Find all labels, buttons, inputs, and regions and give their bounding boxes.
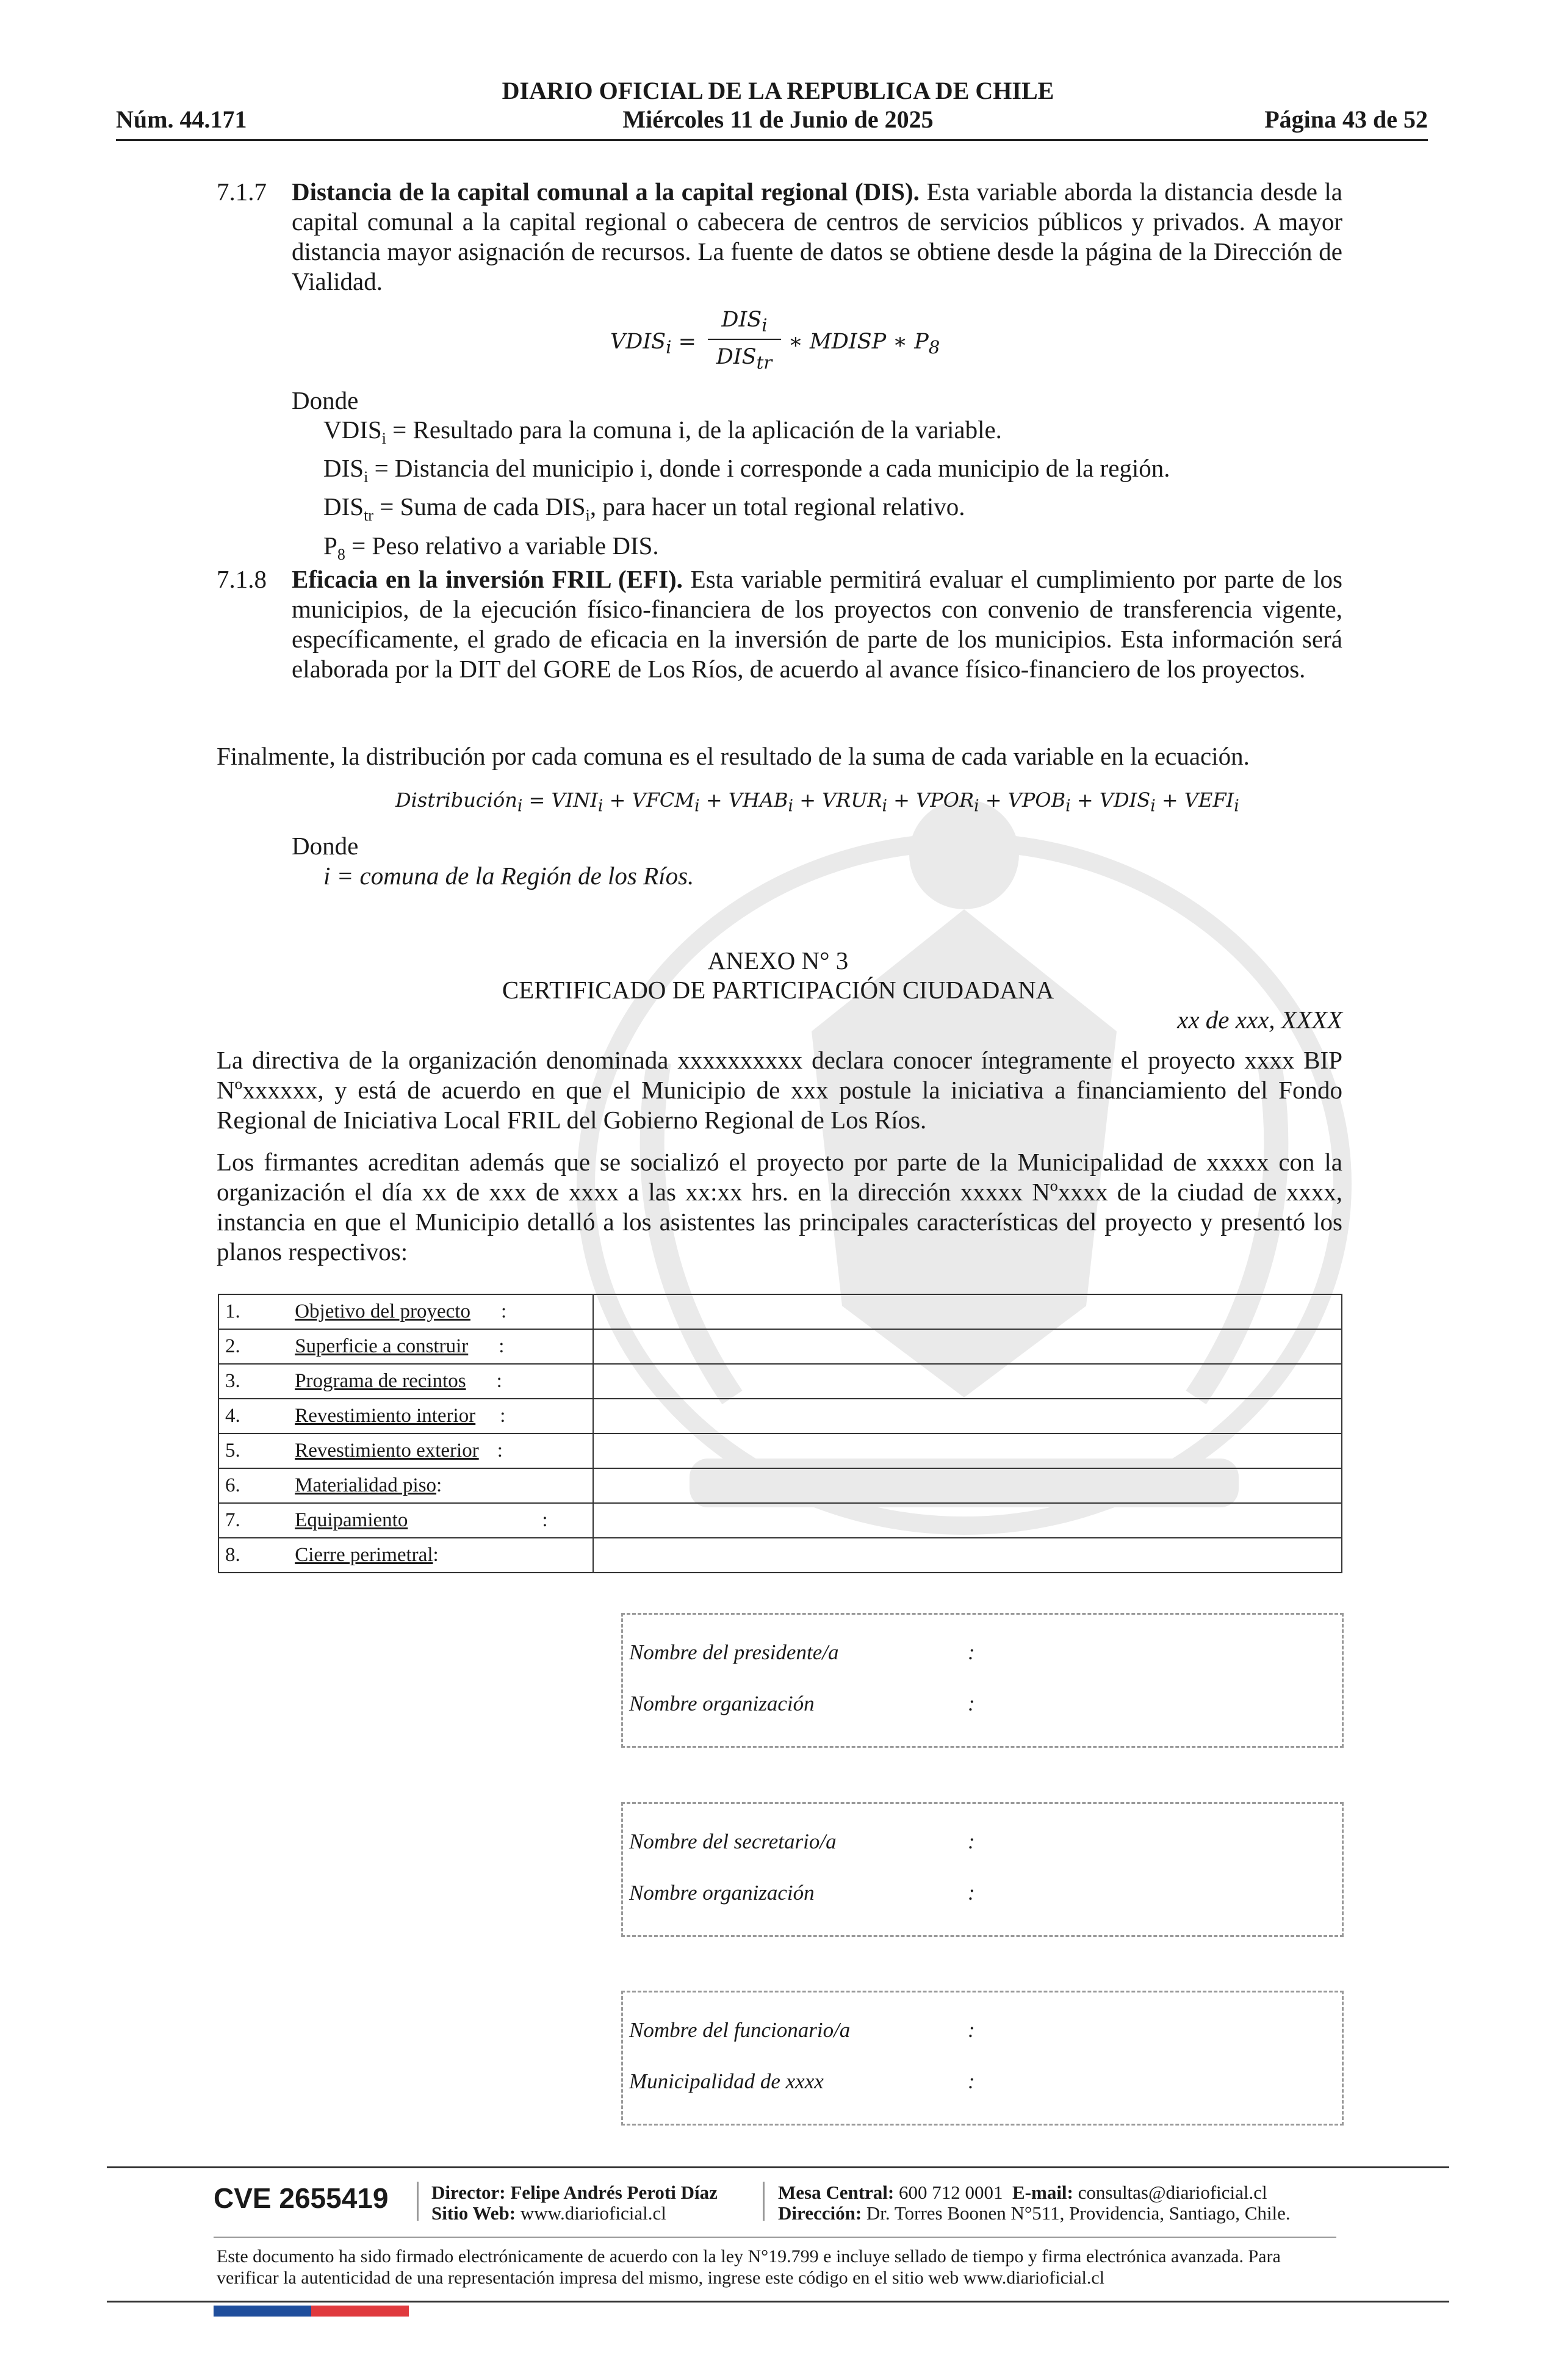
footer-divider [107,2301,1449,2302]
item-value-cell[interactable] [593,1329,1342,1364]
section-title: Eficacia en la inversión FRIL (EFI). [292,565,683,593]
annex-paragraph-1: La directiva de la organización denominada xxxxxxxxxx declara conocer íntegramente el proyecto xxxx BIP Nºxxxxxx, y está de acuerdo en que el Municipio de xxx postule la iniciativa a financiamiento del Fondo Regional de Iniciativa Local FRIL del Gobierno Regional de Los Ríos. [217,1046,1342,1134]
annex-title: ANEXO N° 3 [707,947,849,975]
cve-code: CVE 2655419 [214,2182,389,2214]
donde-label: Donde [292,832,359,860]
table-row: 8. Cierre perimetral: [218,1538,1342,1573]
email-link[interactable]: consultas@diarioficial.cl [1078,2182,1267,2203]
item-value-cell[interactable] [593,1468,1342,1503]
definition-item: $P_8$ = Peso relativo a variable DIS. [323,531,659,563]
footer-separator [417,2182,419,2221]
section-717-paragraph [292,177,1342,297]
table-row: 1. Objetivo del proyecto : [218,1294,1342,1329]
section-text: Esta variable permitirá evaluar el cumplimiento por parte de los municipios, de la ejecución físico-financiera de los proyectos con convenio de transferencia vigente, específicamente, el grado de eficacia en la inversión de parte de los municipios. Esta información será elaborada por la DIT del GORE de Los Ríos, de acuerdo al avance físico-financiero de los proyectos. [292,565,1343,683]
definition-item: $VDIS_i$ = Resultado para la comuna i, de la aplicación de la variable. [323,416,1002,448]
publication-date: Miércoles 11 de Junio de 2025 [622,106,934,133]
annex-date: xx de xxx, XXXX [1177,1006,1342,1034]
president-signature-box[interactable]: Nombre del presidente/a : Nombre organización : [621,1613,1344,1748]
contact-info: Mesa Central: 600 712 0001 E-mail: consultas@diarioficial.cl Dirección: Dr. Torres Boonen N°511, Providencia, Santiago, Chile. [778,2182,1291,2224]
distribution-definition: i = comuna de la Región de los Ríos. [323,862,694,890]
footer-divider [107,2166,1449,2168]
footer-separator [763,2182,765,2221]
item-value-cell[interactable] [593,1399,1342,1433]
director-info: Director: Felipe Andrés Peroti Díaz Sitio Web: www.diarioficial.cl [431,2182,718,2224]
section-text: Esta variable aborda la distancia desde la capital comunal a la capital regional o cabecera de centros de servicios públicos y privados. A mayor distancia mayor asignación de recursos. La fuente de datos se obtiene desde la página de la Dirección de Vialidad. [292,178,1343,295]
item-value-cell[interactable] [593,1538,1342,1573]
item-value-cell[interactable] [593,1364,1342,1399]
definition-item: $DIS_i$ = Distancia del municipio i, donde i corresponde a cada municipio de la región. [323,454,1170,486]
secretary-signature-box[interactable]: Nombre del secretario/a : Nombre organización : [621,1802,1344,1937]
signature-notice: Este documento ha sido firmado electrónicamente de acuerdo con la ley N°19.799 e incluye sellado de tiempo y firma electrónica avanzada. Para verificar la autenticidad de una representación impresa del mismo, ingrese este código en el sitio web www.diarioficial.cl [217,2246,1281,2288]
table-row: 7. Equipamiento : [218,1503,1342,1538]
section-number: 7.1.8 [217,565,267,593]
flag-stripe-red [311,2306,409,2317]
section-718-paragraph [292,564,1342,684]
page-number: Página 43 de 52 [1264,106,1428,133]
item-value-cell[interactable] [593,1294,1342,1329]
flag-stripe-blue [214,2306,311,2317]
distribution-formula: Distribución$_i$ = $VINI_i$ + $VFCM_i$ + $VHAB_i$ + $VRUR_i$ + $VPOR_i$ + $VPOB_i$ + $VDIS_i$ + $VEFI_i$ [395,788,1239,816]
project-items-table [218,1294,1342,1573]
table-row: 3. Programa de recintos : [218,1364,1342,1399]
annex-subtitle: CERTIFICADO DE PARTICIPACIÓN CIUDADANA [502,976,1054,1004]
vdis-formula: $VDIS_i$ = $DIS_i$ $DIS_{tr}$ ∗ MDISP ∗ $P_8$ [610,308,940,373]
footer-divider [214,2237,1336,2238]
table-row: 4. Revestimiento interior : [218,1399,1342,1433]
section-number: 7.1.7 [217,178,267,206]
section-title: Distancia de la capital comunal a la capital regional (DIS). [292,178,920,206]
final-paragraph: Finalmente, la distribución por cada comuna es el resultado de la suma de cada variable en la ecuación. [217,742,1250,770]
donde-label: Donde [292,386,359,414]
annex-paragraph-2: Los firmantes acreditan además que se socializó el proyecto por parte de la Municipalidad de xxxxx con la organización el día xx de xxx de xxxx a las xx:xx hrs. en la dirección xxxxx Nºxxxx de la ciudad de xxxx, instancia en que el Municipio detalló a los asistentes las principales características del proyecto y presentó los planos respectivos: [217,1148,1342,1266]
item-value-cell[interactable] [593,1433,1342,1468]
official-signature-box[interactable]: Nombre del funcionario/a : Municipalidad de xxxx : [621,1991,1344,2126]
table-row: 5. Revestimiento exterior : [218,1433,1342,1468]
header-divider [116,139,1428,141]
website-link[interactable]: www.diarioficial.cl [520,2202,666,2224]
definitions-list [323,415,1361,569]
table-row: 2. Superficie a construir : [218,1329,1342,1364]
definition-item: $DIS_{tr}$ = Suma de cada $DIS_i$, para hacer un total regional relativo. [323,492,965,525]
newspaper-title: DIARIO OFICIAL DE LA REPUBLICA DE CHILE [502,77,1054,104]
item-value-cell[interactable] [593,1503,1342,1538]
table-row: 6. Materialidad piso: [218,1468,1342,1503]
issue-number: Núm. 44.171 [116,106,247,133]
